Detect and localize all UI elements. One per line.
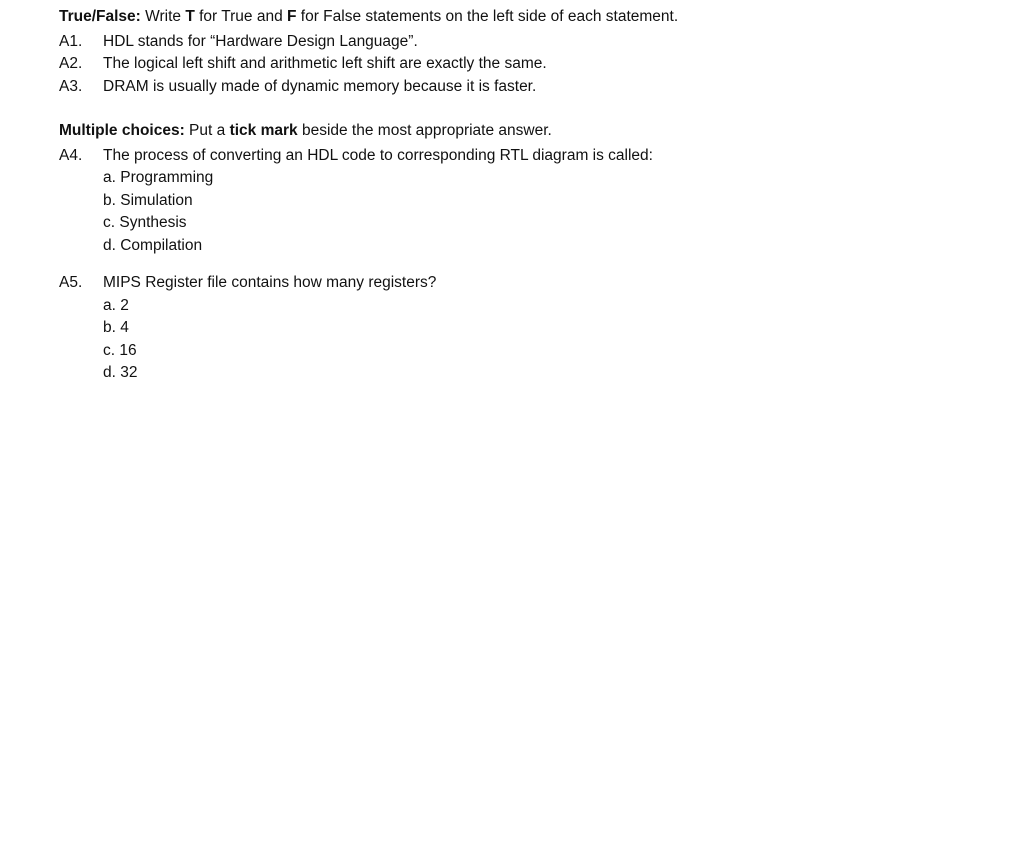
question-number: A1.	[59, 32, 83, 50]
mc-question-stem	[59, 272, 999, 295]
answer-option: d. Compilation	[103, 236, 203, 254]
section-spacer	[59, 98, 999, 120]
mc-heading: Multiple choices:	[59, 122, 185, 139]
tf-question-list	[59, 31, 999, 99]
answer-option: b. 4	[103, 319, 129, 336]
answer-options	[59, 295, 999, 385]
answer-option: a. Programming	[103, 169, 214, 186]
question-number: A4.	[59, 146, 83, 164]
answer-options	[59, 167, 999, 257]
tf-question	[59, 76, 999, 99]
tf-heading: True/False:	[59, 8, 141, 25]
answer-option: a. 2	[103, 296, 129, 314]
mc-question-stem	[59, 145, 999, 168]
tf-false-letter: F	[287, 8, 297, 25]
tf-question	[59, 31, 999, 54]
tf-instr-part-2: for True and	[194, 8, 288, 25]
question-number: A2.	[59, 55, 83, 72]
question-text: The process of converting an HDL code to corresponding RTL diagram is called:	[103, 146, 653, 164]
question-text: MIPS Register file contains how many registers?	[103, 274, 437, 291]
mc-instr-part-1: Put a	[184, 122, 230, 139]
tf-instruction	[59, 6, 999, 29]
question-number: A3.	[59, 77, 83, 95]
tf-instr-part-1: Write	[140, 8, 186, 25]
question-text: HDL stands for “Hardware Design Language”.	[103, 32, 418, 50]
question-number: A5.	[59, 274, 83, 291]
answer-option: c. Synthesis	[103, 214, 187, 231]
mc-question	[59, 145, 999, 258]
document-page	[59, 6, 999, 385]
question-text: The logical left shift and arithmetic left shift are exactly the same.	[103, 55, 547, 72]
question-spacer	[59, 257, 999, 272]
tf-true-letter: T	[185, 8, 195, 25]
question-text: DRAM is usually made of dynamic memory because it is faster.	[103, 77, 537, 95]
mc-instruction	[59, 120, 999, 143]
tf-instr-part-3: for False statements on the left side of each statement.	[296, 8, 679, 25]
answer-option: d. 32	[103, 364, 138, 381]
answer-option: b. Simulation	[103, 191, 193, 209]
tf-question	[59, 53, 999, 76]
answer-option: c. 16	[103, 341, 137, 359]
mc-instr-part-2: beside the most appropriate answer.	[297, 122, 552, 139]
mc-tick-mark-text: tick mark	[229, 122, 298, 139]
mc-question	[59, 272, 999, 385]
